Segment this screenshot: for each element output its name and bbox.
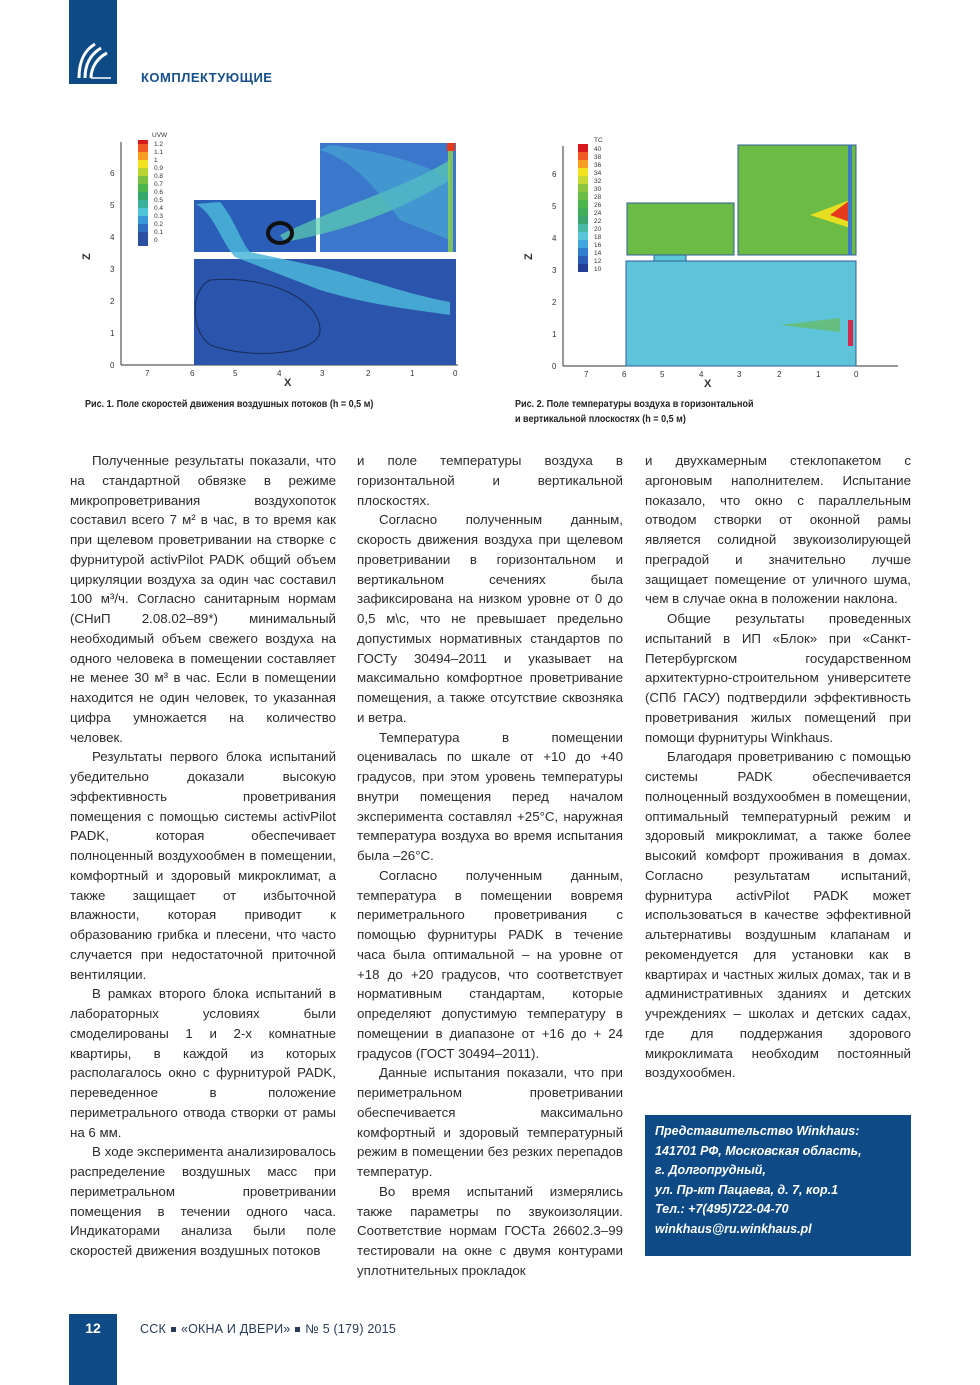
figure-2-caption-line-1: Рис. 2. Поле температуры воздуха в горизонтальной (515, 398, 754, 410)
contact-box (645, 1115, 911, 1256)
svg-text:1: 1 (410, 369, 415, 378)
svg-text:6: 6 (622, 370, 627, 379)
svg-text:5: 5 (233, 369, 238, 378)
svg-text:3: 3 (737, 370, 742, 379)
svg-text:1.1: 1.1 (154, 149, 164, 156)
paragraph: и поле температуры воздуха в горизонтальной и вертикальной плоскостях. (357, 453, 623, 508)
svg-text:X: X (284, 377, 292, 389)
svg-text:2: 2 (552, 298, 557, 307)
svg-text:0.8: 0.8 (154, 173, 164, 180)
paragraph: Результаты первого блока испытаний убедительно доказали высокую эффективность проветривания помещения с помощью системы activPilot PADK, которая обеспечивает полноценный воздухообмен в помещении, комфортный и здоровый микроклимат, а также защищает от избыточной влажности, которая приводит к образованию грибка и плесени, что часто случается при недостаточной приточной вентиляции. (70, 749, 336, 982)
svg-text:3: 3 (320, 369, 325, 378)
svg-text:7: 7 (145, 369, 150, 378)
svg-text:TC: TC (594, 137, 603, 144)
page-number: 12 (85, 1320, 101, 1336)
svg-text:30: 30 (594, 186, 602, 193)
svg-text:2: 2 (366, 369, 371, 378)
svg-text:4: 4 (552, 234, 557, 243)
contact-address-line: 141701 РФ, Московская область, (655, 1143, 862, 1158)
svg-text:0.1: 0.1 (154, 229, 164, 236)
svg-text:7: 7 (584, 370, 589, 379)
article-column-3 (645, 451, 911, 1083)
svg-text:24: 24 (594, 210, 602, 217)
paragraph: Общие результаты проведенных испытаний в ИП «Блок» при «Санкт-Петербургском государственном архитектурно-строительном университете (СПб ГАСУ) подтвердили эффективность проветривания жилых помещений при помощи фурнитуры Winkhaus. (645, 611, 911, 745)
contact-email[interactable]: winkhaus@ru.winkhaus.pl (655, 1221, 812, 1236)
paragraph: В ходе эксперимента анализировалось распределение воздушных масс при периметральном проветривании помещения в течении одного часа. Индикаторами анализа были поле скоростей движения воздушных потоков (70, 1144, 336, 1258)
paragraph: Температура в помещении оценивалась по шкале от +10 до +40 градусов, при этом уровень температуры внутри помещения перед началом эксперимента составлял +25°С, наружная температура воздуха во время испытания была –26°С. (357, 729, 623, 863)
svg-text:0: 0 (854, 370, 859, 379)
contact-street: ул. Пр-кт Пацаева, д. 7, кор.1 (655, 1182, 839, 1197)
svg-text:4: 4 (277, 369, 282, 378)
contact-company: Представительство Winkhaus: (655, 1124, 860, 1138)
svg-text:X: X (704, 378, 712, 390)
figure-1-caption: Рис. 1. Поле скоростей движения воздушных потоков (h = 0,5 м) (85, 398, 374, 410)
svg-text:0.6: 0.6 (154, 189, 164, 196)
footer-magazine: «ОКНА И ДВЕРИ» (180, 1322, 291, 1336)
svg-text:6: 6 (552, 170, 557, 179)
contact-phone: Тел.: +7(495)722-04-70 (655, 1202, 789, 1217)
svg-text:6: 6 (190, 369, 195, 378)
svg-text:2: 2 (777, 370, 782, 379)
footer-publisher: ССК (140, 1322, 166, 1336)
legend-colorbar (138, 140, 148, 246)
article-column-2 (357, 451, 623, 1281)
svg-text:1: 1 (154, 157, 158, 164)
paragraph: Согласно полученным данным, скорость движения воздуха при щелевом проветривании в горизонтальном и вертикальном сечениях была зафиксирована на низком уровне от 0 до 0,5 м\с, что не превышает предельно допустимых нормативных стандартов по ГОСТу 30494–2011 и указывает на максимально комфортное проветривание помещения, а также отсутствие сквозняка и ветра. (357, 512, 623, 725)
paragraph: В рамках второго блока испытаний в лабораторных условиях были смоделированы 1 и 2-х комнатные квартиры, в каждой из которых располагалось окно с фурнитурой PADK, переведенное в положение периметрального отвода створки от рамы на 6 мм. (70, 986, 336, 1140)
figure-2-caption (515, 397, 842, 427)
svg-text:1.2: 1.2 (154, 141, 164, 148)
page-number-tab (69, 1314, 117, 1385)
figure-velocity-field (70, 120, 470, 395)
svg-text:16: 16 (594, 242, 602, 249)
svg-text:0.4: 0.4 (154, 205, 164, 212)
svg-text:Z: Z (81, 253, 93, 260)
article-column-1 (70, 451, 336, 1261)
svg-text:34: 34 (594, 170, 602, 177)
paragraph: Согласно полученным данным, температура в помещении вовремя периметрального проветривания с помощью фурнитуры PADK в течение часа была оптимальной – на уровне от +18 до +20 градусов, что соответствует нормативным стандартам, которые определяют допустимую температуру в помещении в диапазоне от +16 до + 24 градусов (ГОСТ 30494–2011). (357, 867, 623, 1061)
svg-text:3: 3 (552, 266, 557, 275)
paragraph: Благодаря проветриванию с помощью системы PADK обеспечивается полноценный воздухообмен в помещении, оптимальный температурный режим и здоровый микроклимат, а также более высокий комфорт проживания в домах. Согласно результатам испытаний, фурнитура activPilot PADK может использоваться в качестве эффективной альтернативы воздушным клапанам и рекомендуется для установки как в квартирах и частных жилых домах, так и в административных зданиях и детских учреждениях – школах и детских садах, где для поддержания здорового микроклимата необходим постоянный воздухообмен. (645, 749, 911, 1081)
svg-text:Z: Z (523, 253, 535, 260)
svg-text:40: 40 (594, 146, 602, 153)
svg-text:5: 5 (110, 201, 115, 210)
legend-colorbar (578, 144, 588, 272)
winkhaus-arc-logo-icon (75, 38, 113, 80)
svg-text:38: 38 (594, 154, 602, 161)
svg-text:26: 26 (594, 202, 602, 209)
svg-text:12: 12 (594, 258, 602, 265)
svg-text:1: 1 (110, 329, 115, 338)
figure-2-caption-line-2: и вертикальной плоскостях (h = 0,5 м) (515, 413, 686, 425)
svg-text:5: 5 (660, 370, 665, 379)
svg-text:20: 20 (594, 226, 602, 233)
svg-text:2: 2 (110, 297, 115, 306)
svg-text:6: 6 (110, 169, 115, 178)
svg-text:5: 5 (552, 202, 557, 211)
svg-text:0.9: 0.9 (154, 165, 164, 172)
svg-text:0: 0 (154, 237, 158, 244)
svg-text:18: 18 (594, 234, 602, 241)
svg-text:0.2: 0.2 (154, 221, 164, 228)
svg-text:14: 14 (594, 250, 602, 257)
svg-text:4: 4 (699, 370, 704, 379)
svg-text:0.5: 0.5 (154, 197, 164, 204)
svg-text:3: 3 (110, 265, 115, 274)
paragraph: и двухкамерным стеклопакетом с аргоновым наполнителем. Испытание показало, что окно с параллельным отводом створки от оконной рамы является солидной звукоизолирующей преградой и значительно лучше защищает помещение от уличного шума, чем в случае окна в положении наклона. (645, 453, 911, 607)
logo-block (69, 0, 117, 84)
bullet-square-icon (295, 1327, 300, 1332)
svg-text:0: 0 (552, 362, 557, 371)
paragraph: Полученные результаты показали, что на стандартной обвязке в режиме микропроветривания воздухопоток составил всего 7 м² в час, в то время как при щелевом проветривании на створке с фурнитурой activPilot PADK общий объем циркуляции воздуха за один час составил 100 м³/ч. Согласно санитарным нормам (СНиП 2.08.02–89*) минимальный необходимый объем свежего воздуха на одного человека в помещении составляет не менее 30 м³ в час. Если в помещении находится не один человек, то указанная цифра умножается на количество человек. (70, 453, 336, 745)
svg-text:0: 0 (453, 369, 458, 378)
footer-publication (140, 1322, 396, 1336)
footer-issue: № 5 (179) 2015 (305, 1322, 396, 1336)
svg-text:0.3: 0.3 (154, 213, 164, 220)
paragraph: Данные испытания показали, что при периметральном проветривании обеспечивается максимально комфортный и здоровый температурный режим в помещении без резких перепадов температур. (357, 1065, 623, 1179)
section-title: КОМПЛЕКТУЮЩИЕ (141, 70, 273, 85)
svg-text:22: 22 (594, 218, 602, 225)
svg-text:4: 4 (110, 233, 115, 242)
bullet-square-icon (171, 1327, 176, 1332)
svg-text:1: 1 (552, 330, 557, 339)
svg-text:32: 32 (594, 178, 602, 185)
svg-text:28: 28 (594, 194, 602, 201)
paragraph: Во время испытаний измерялись также параметры по звукоизоляции. Соответствие нормам ГОСТа 26602.3–99 тестировали на окне с двумя контурами уплотнительных прокладок (357, 1183, 623, 1278)
svg-text:0: 0 (110, 361, 115, 370)
svg-text:1: 1 (816, 370, 821, 379)
svg-text:36: 36 (594, 162, 602, 169)
figure-temperature-field (510, 120, 910, 395)
svg-text:10: 10 (594, 266, 602, 273)
svg-text:UVW: UVW (152, 132, 168, 139)
contact-city: г. Долгопрудный, (655, 1163, 766, 1178)
svg-text:0.7: 0.7 (154, 181, 164, 188)
